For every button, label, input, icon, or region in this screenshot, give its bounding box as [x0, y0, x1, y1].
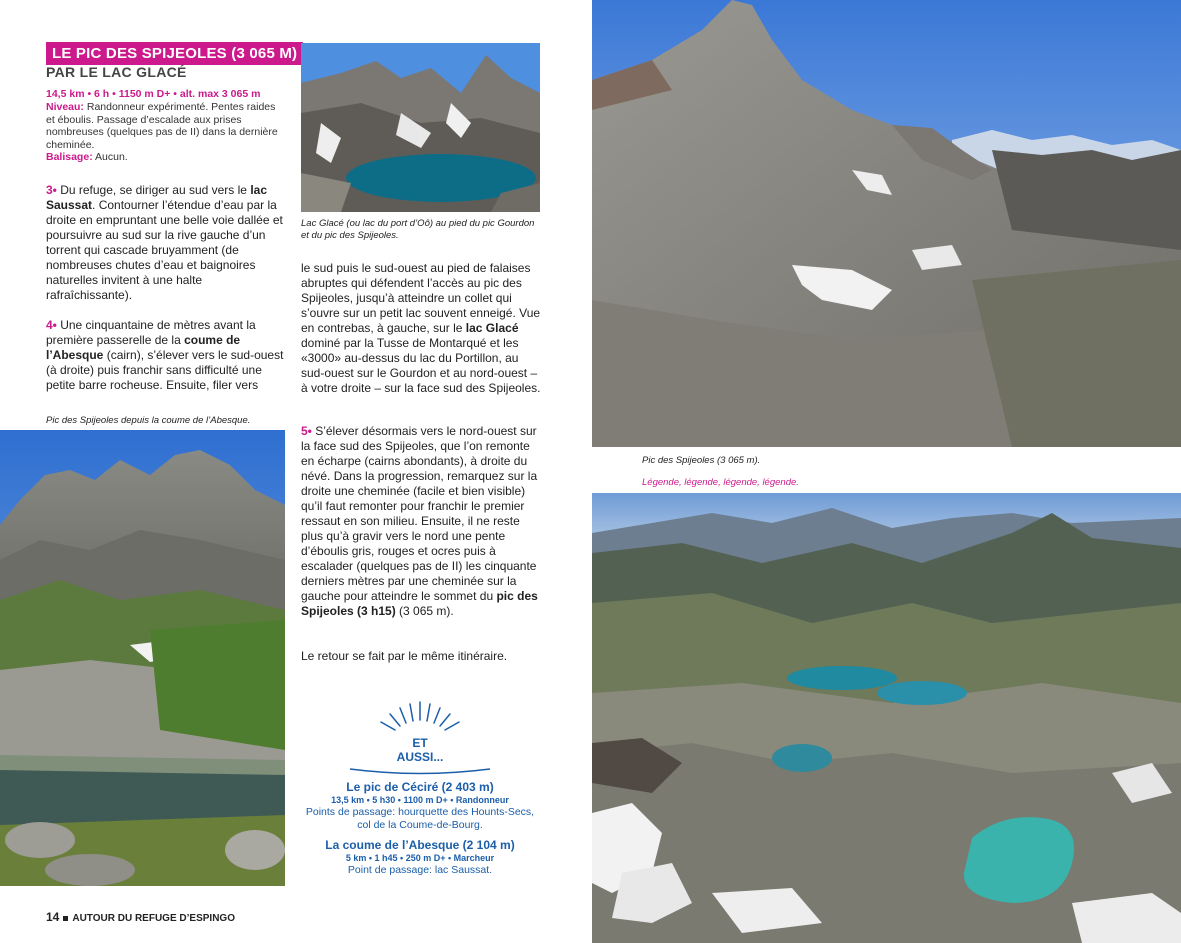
balisage-line [46, 151, 284, 164]
aussi-item-desc: Points de passage: hourquette des Hounts-Secs, col de la Coume-de-Bourg. [305, 806, 535, 831]
step-5-text-c: (3 065 m). [395, 604, 454, 618]
step-3-text-a: Du refuge, se diriger au sud vers le [56, 183, 251, 197]
step-4-text-a: Une cinquantaine de mètres avant la première passerelle de la [46, 318, 256, 347]
step-4-text-c: (cairn), s’élever vers le sud-ouest (à droite) puis franchir sans difficulté une petite barre rocheuse. Ensuite, filer vers [46, 348, 284, 392]
caption-lac-glace: Lac Glacé (ou lac du port d’Oô) au pied du pic Gourdon et du pic des Spijeoles. [301, 218, 535, 241]
aussi-item [300, 838, 540, 877]
wave-line-icon [345, 766, 495, 776]
step-3 [46, 183, 286, 303]
niveau-text: Randonneur expérimenté. Pentes raides et éboulis. Passage d’escalade aux prises nombreuses (quelques pas de II) dans la dernière cheminée. [46, 101, 278, 151]
step-4-bold: coume de l’Abesque [46, 333, 241, 362]
caption-pic: Pic des Spijeoles (3 065 m). [642, 455, 761, 466]
aussi-item-desc: Point de passage: lac Saussat. [347, 864, 493, 876]
aussi-item-title: Le pic de Céciré (2 403 m) [346, 780, 494, 794]
sunburst-icon [365, 700, 475, 736]
route-info [46, 101, 284, 164]
page-number: 14 [46, 910, 60, 924]
route-subtitle: PAR LE LAC GLACÉ [46, 64, 187, 80]
step-4-continued [301, 261, 541, 396]
step-4-cont-c: dominé par la Tusse de Montarqué et les «3000» au-dessus du lac du Portillon, au sud-ouest sur le Gourdon et au nord-ouest – à votre droite – sur la face sud des Spijeoles. [301, 336, 541, 395]
step-3-bold: lac Saussat [46, 183, 267, 212]
photo-lacs [592, 493, 1181, 943]
photo-lac-glace [301, 43, 540, 212]
step-5-number: 5• [301, 424, 312, 438]
et-aussi-box [300, 700, 540, 877]
step-4-cont-bold: lac Glacé [465, 321, 519, 335]
route-stats: 14,5 km • 6 h • 1150 m D+ • alt. max 3 065 m [46, 88, 261, 100]
footer-text: AUTOUR DU REFUGE D’ESPINGO [72, 913, 235, 924]
niveau-line [46, 101, 284, 151]
step-3-number: 3• [46, 183, 57, 197]
photo-pic-spijeoles [592, 0, 1181, 447]
caption-coume: Pic des Spijeoles depuis la coume de l’Abesque. [46, 415, 251, 426]
square-bullet-icon [63, 916, 68, 921]
aussi-item-title: La coume de l’Abesque (2 104 m) [325, 838, 515, 852]
step-4-cont-a: le sud puis le sud-ouest au pied de falaises abruptes qui défendent l’accès au pic des Spijeoles, jusqu’à atteindre un collet qui s’ouvre sur un petit lac souvent enneigé. Vue en contrebas, à gauche, sur le [301, 261, 541, 335]
retour-text: Le retour se fait par le même itinéraire. [301, 649, 508, 663]
niveau-label: Niveau: [46, 101, 84, 113]
step-5-text-a: S’élever désormais vers le nord-ouest sur la face sud des Spijeoles, que l’on remonte en écharpe (cairns abondants), à droite du névé. Dans la progression, remarquez sur la droite une cheminée (facile et bien visible) qu’il faut remonter pour franchir le premier ressaut en son milieu. Ensuite, il ne reste plus qu’à gravir vers le nord une pente d’éboulis gris, rouges et ocres puis à escalader (quelques pas de II) les cinquante derniers mètres par une cheminée sur la gauche pour atteindre le sommet du [301, 424, 538, 603]
step-5-bold: pic des Spijeoles (3 h15) [301, 589, 538, 618]
step-4 [46, 318, 286, 393]
page-footer [46, 910, 235, 924]
caption-legende: Légende, légende, légende, légende. [642, 477, 799, 488]
aussi-item [300, 780, 540, 832]
aussi-item-stats: 5 km • 1 h45 • 250 m D+ • Marcheur [345, 853, 495, 863]
balisage-label: Balisage: [46, 151, 93, 163]
et-aussi-title-2: AUSSI... [396, 750, 444, 764]
et-aussi-title-1: ET [412, 736, 428, 750]
step-5 [301, 424, 541, 619]
photo-coume-abesque [0, 430, 285, 886]
step-3-text-c: . Contourner l’étendue d’eau par la droite en empruntant une belle voie dallée et poursuivre au sud sur la rive gauche d’un torrent qui cascade bruyamment (de nombreuses chutes d’eau et baignoires naturelles invitent à une halte rafraîchissante). [46, 198, 283, 302]
route-title: LE PIC DES SPIJEOLES (3 065 M) [46, 42, 303, 65]
balisage-text: Aucun. [92, 151, 128, 163]
step-4-number: 4• [46, 318, 57, 332]
aussi-item-stats: 13,5 km • 5 h30 • 1100 m D+ • Randonneur [331, 795, 509, 805]
